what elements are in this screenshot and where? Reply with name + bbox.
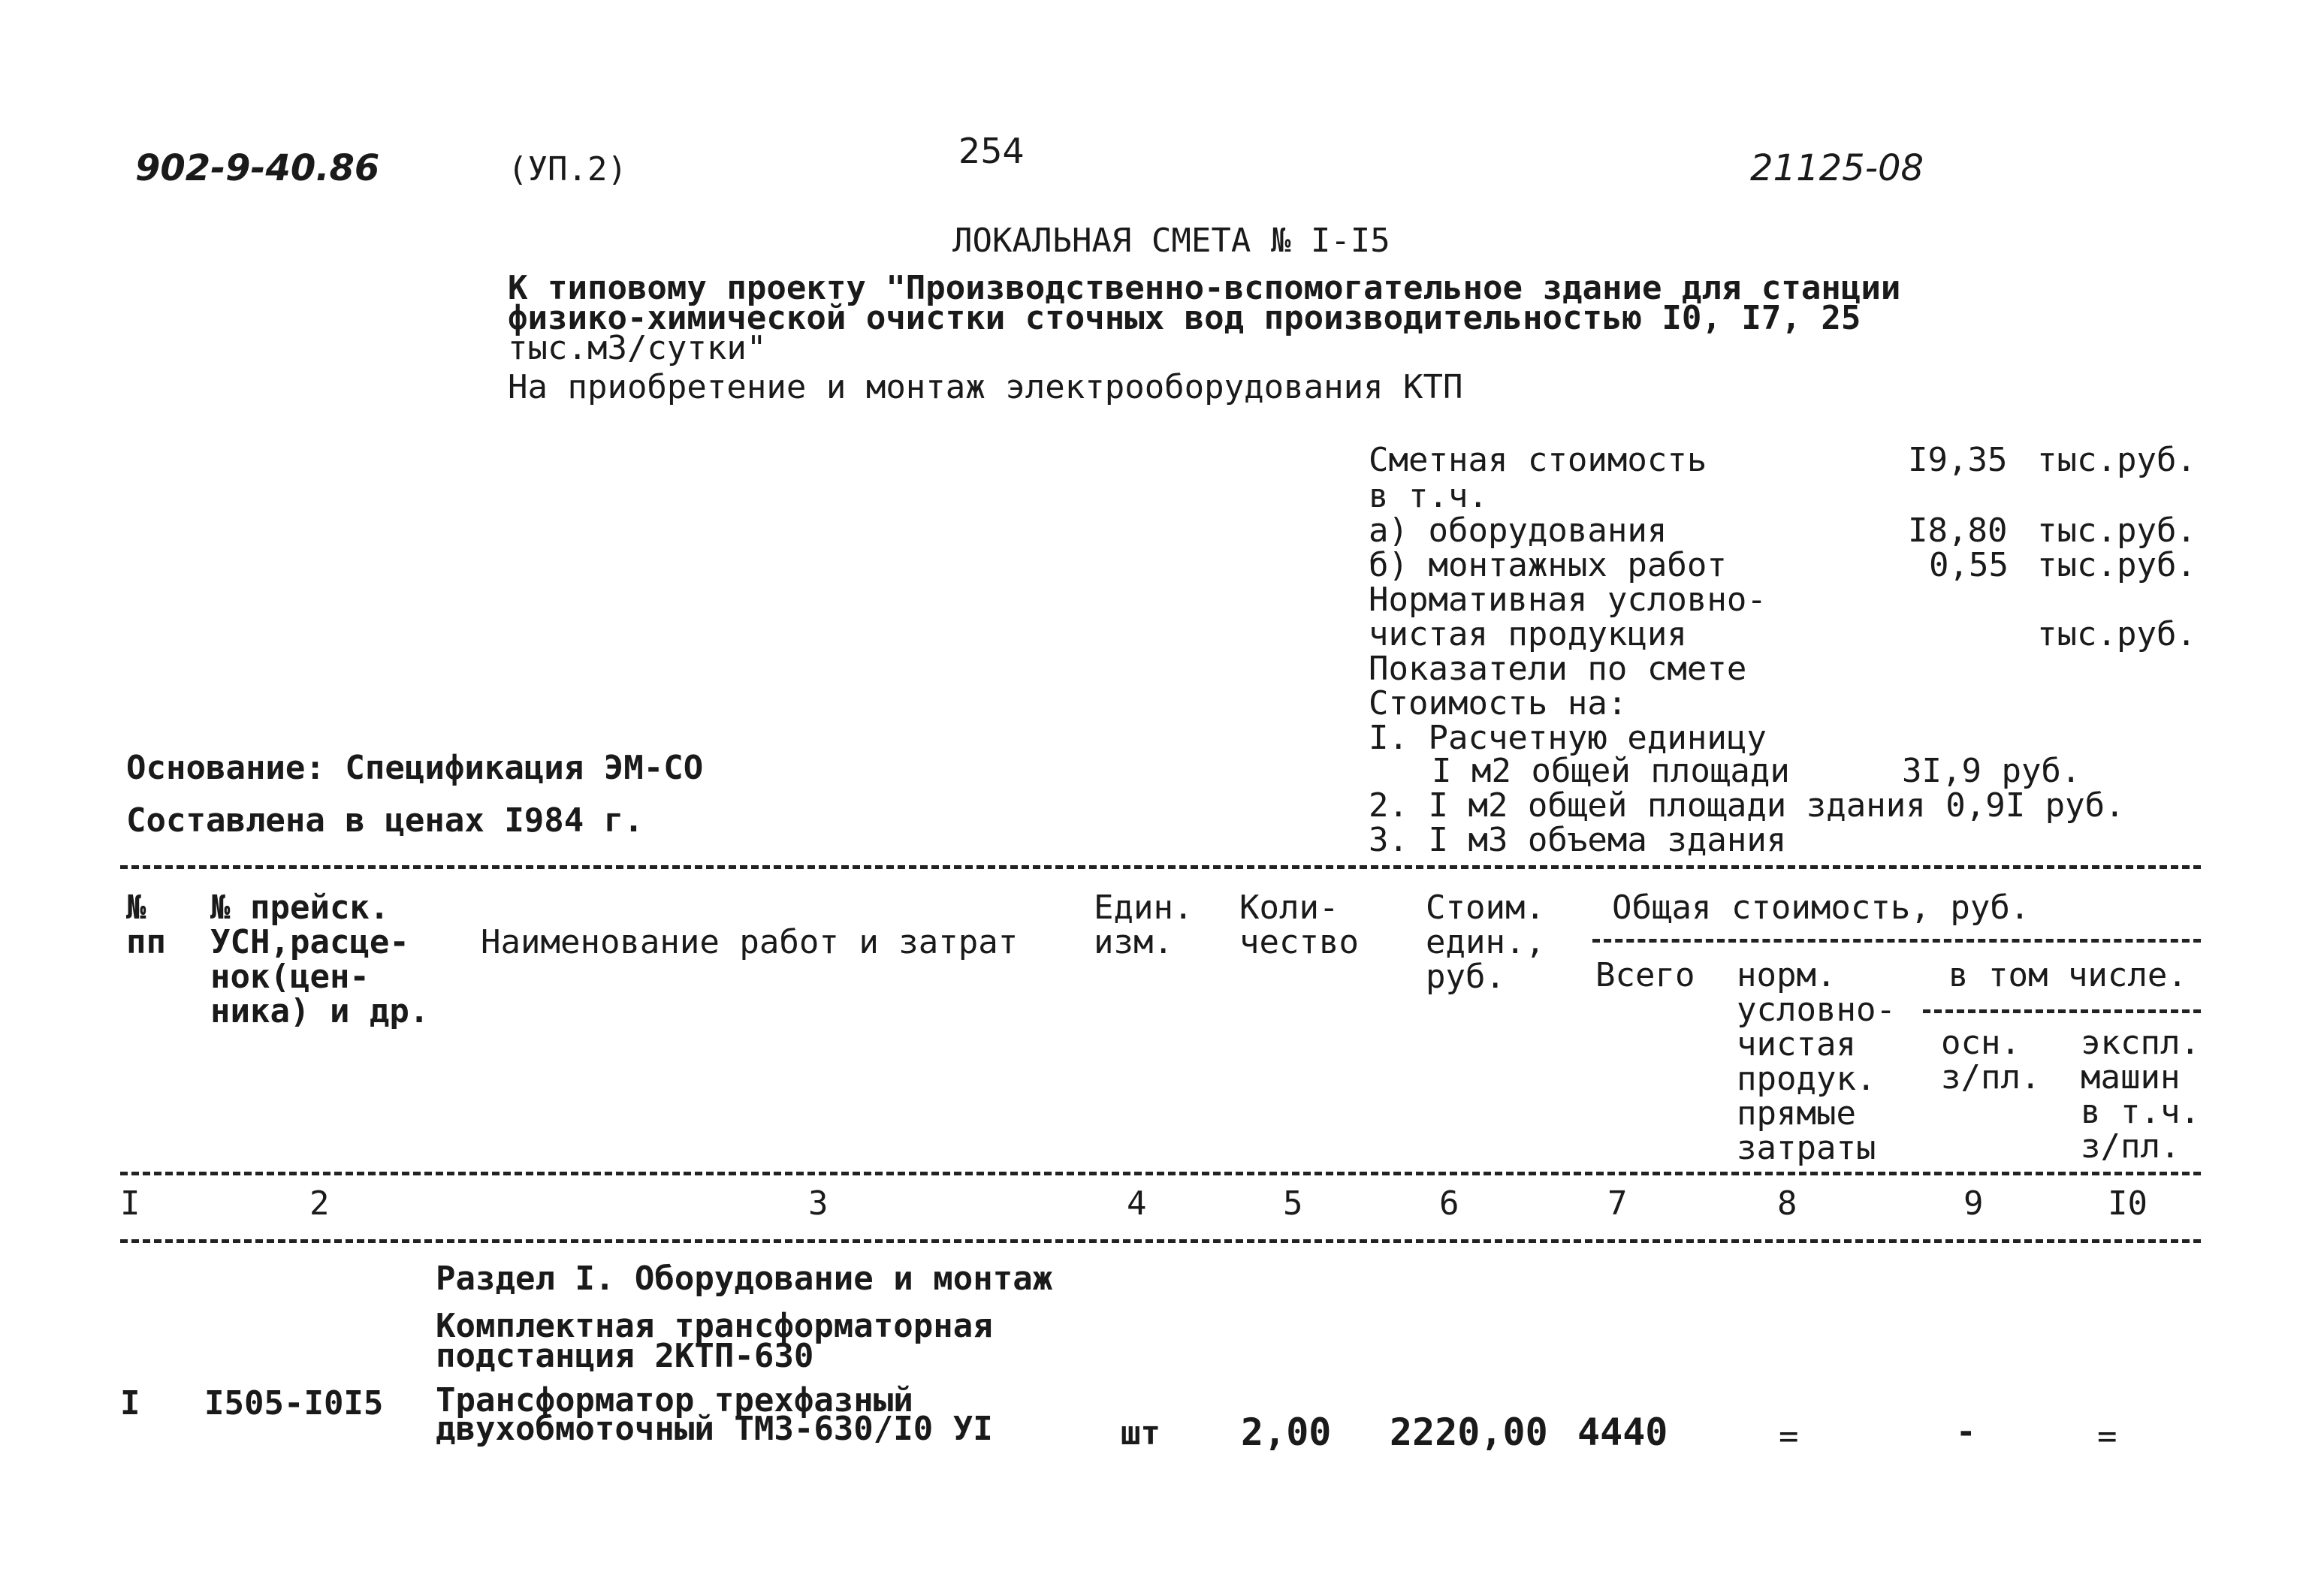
col-header-including: в том числе. <box>1948 956 2187 994</box>
col-header-unit-price: Стоим. един., руб. <box>1426 889 1545 996</box>
album-code: (УП.2) <box>508 150 627 189</box>
group-title-line-1: Комплектная трансформаторная <box>436 1307 993 1345</box>
col-header-price-code: № прейск. УСН,расце- нок(цен- ника) и др. <box>210 889 430 1030</box>
row-machinery: = <box>2097 1417 2117 1456</box>
indicators-label: Показатели по смете <box>1369 650 1747 688</box>
column-number-1: I <box>120 1184 140 1223</box>
column-numbers-rule <box>120 1239 2201 1243</box>
estimated-cost-value: I9,35 <box>1908 441 2008 479</box>
including-rule <box>1923 1009 2201 1013</box>
page-title: ЛОКАЛЬНАЯ СМЕТА № I-I5 <box>952 222 1390 260</box>
row-unit-price: 2220,00 <box>1390 1410 1548 1454</box>
col-header-base-salary: осн. з/пл. <box>1941 1024 2041 1097</box>
col-header-machinery: экспл. машин в т.ч. з/пл. <box>2081 1024 2200 1166</box>
equipment-label: а) оборудования <box>1369 511 1668 550</box>
column-number-8: 8 <box>1777 1184 1797 1223</box>
sheet-code: 21125-08 <box>1750 147 1924 189</box>
col-header-total: Всего <box>1595 956 1695 994</box>
row-unit: шт <box>1121 1414 1161 1453</box>
column-number-9: 9 <box>1963 1184 1984 1223</box>
installation-unit: тыс.руб. <box>2037 546 2196 584</box>
row-total: 4440 <box>1577 1410 1668 1454</box>
subtitle-line-2: физико-химической очистки сточных вод производительностью I0, I7, 25 <box>508 299 1861 337</box>
col-header-normative: норм. условно- чистая продук. прямые затраты <box>1737 956 1896 1167</box>
section-title: Раздел I. Оборудование и монтаж <box>436 1260 1053 1298</box>
column-number-4: 4 <box>1127 1184 1147 1223</box>
column-number-2: 2 <box>309 1184 330 1223</box>
column-number-7: 7 <box>1607 1184 1628 1223</box>
header-bottom-rule <box>120 1172 2201 1175</box>
document-code: 902-9-40.86 <box>135 147 380 189</box>
row-name-line-2: двухобмоточный ТМЗ-630/I0 УI <box>436 1410 993 1448</box>
installation-value: 0,55 <box>1929 546 2009 584</box>
normative-label-2: чистая продукция <box>1369 615 1687 653</box>
col-header-row-number: № пп <box>126 889 166 961</box>
subtitle-line-4: На приобретение и монтаж электрооборудования КТП <box>508 368 1463 406</box>
column-number-6: 6 <box>1439 1184 1459 1223</box>
col-header-name: Наименование работ и затрат <box>481 923 1019 961</box>
col-header-total-cost: Общая стоимость, руб. <box>1612 889 2030 927</box>
area-cost-line: 2. I м2 общей площади здания 0,9I руб. <box>1369 786 2125 825</box>
row-number: I <box>120 1384 140 1423</box>
unit-cost-value: 3I,9 руб. <box>1902 752 2081 790</box>
group-title-line-2: подстанция 2КТП-630 <box>436 1337 814 1375</box>
including-label: в т.ч. <box>1369 477 1488 515</box>
basis-line: Основание: Спецификация ЭМ-СО <box>126 749 704 787</box>
col-header-quantity: Коли- чество <box>1239 889 1359 961</box>
estimated-cost-label: Сметная стоимость <box>1369 441 1707 479</box>
equipment-value: I8,80 <box>1908 511 2008 550</box>
prices-line: Составлена в ценах I984 г. <box>126 801 644 840</box>
unit-cost-sub-label: I м2 общей площади <box>1432 752 1790 790</box>
volume-cost-line: 3. I м3 объема здания <box>1369 821 1787 859</box>
unit-cost-label: I. Расчетную единицу <box>1369 719 1767 757</box>
normative-unit: тыс.руб. <box>2037 615 2196 653</box>
column-number-5: 5 <box>1283 1184 1303 1223</box>
installation-label: б) монтажных работ <box>1369 546 1727 584</box>
estimated-cost-unit: тыс.руб. <box>2037 441 2196 479</box>
subtitle-line-1: К типовому проекту "Производственно-вспомогательное здание для станции <box>508 269 1901 307</box>
subtitle-line-3: тыс.м3/сутки" <box>508 329 767 367</box>
total-cost-rule <box>1592 939 2201 943</box>
normative-label-1: Нормативная условно- <box>1369 581 1767 619</box>
row-normative: = <box>1779 1417 1799 1456</box>
row-base-salary: - <box>1956 1413 1976 1451</box>
row-name-line-1: Трансформатор трехфазный <box>436 1381 913 1420</box>
row-price-code: I505-I0I5 <box>204 1384 384 1423</box>
cost-on-label: Стоимость на: <box>1369 684 1628 723</box>
row-quantity: 2,00 <box>1241 1410 1332 1454</box>
col-header-unit: Един. изм. <box>1094 889 1194 961</box>
table-top-rule <box>120 865 2201 869</box>
column-number-10: I0 <box>2108 1184 2148 1223</box>
equipment-unit: тыс.руб. <box>2037 511 2196 550</box>
page-number: 254 <box>958 131 1025 171</box>
column-number-3: 3 <box>808 1184 829 1223</box>
